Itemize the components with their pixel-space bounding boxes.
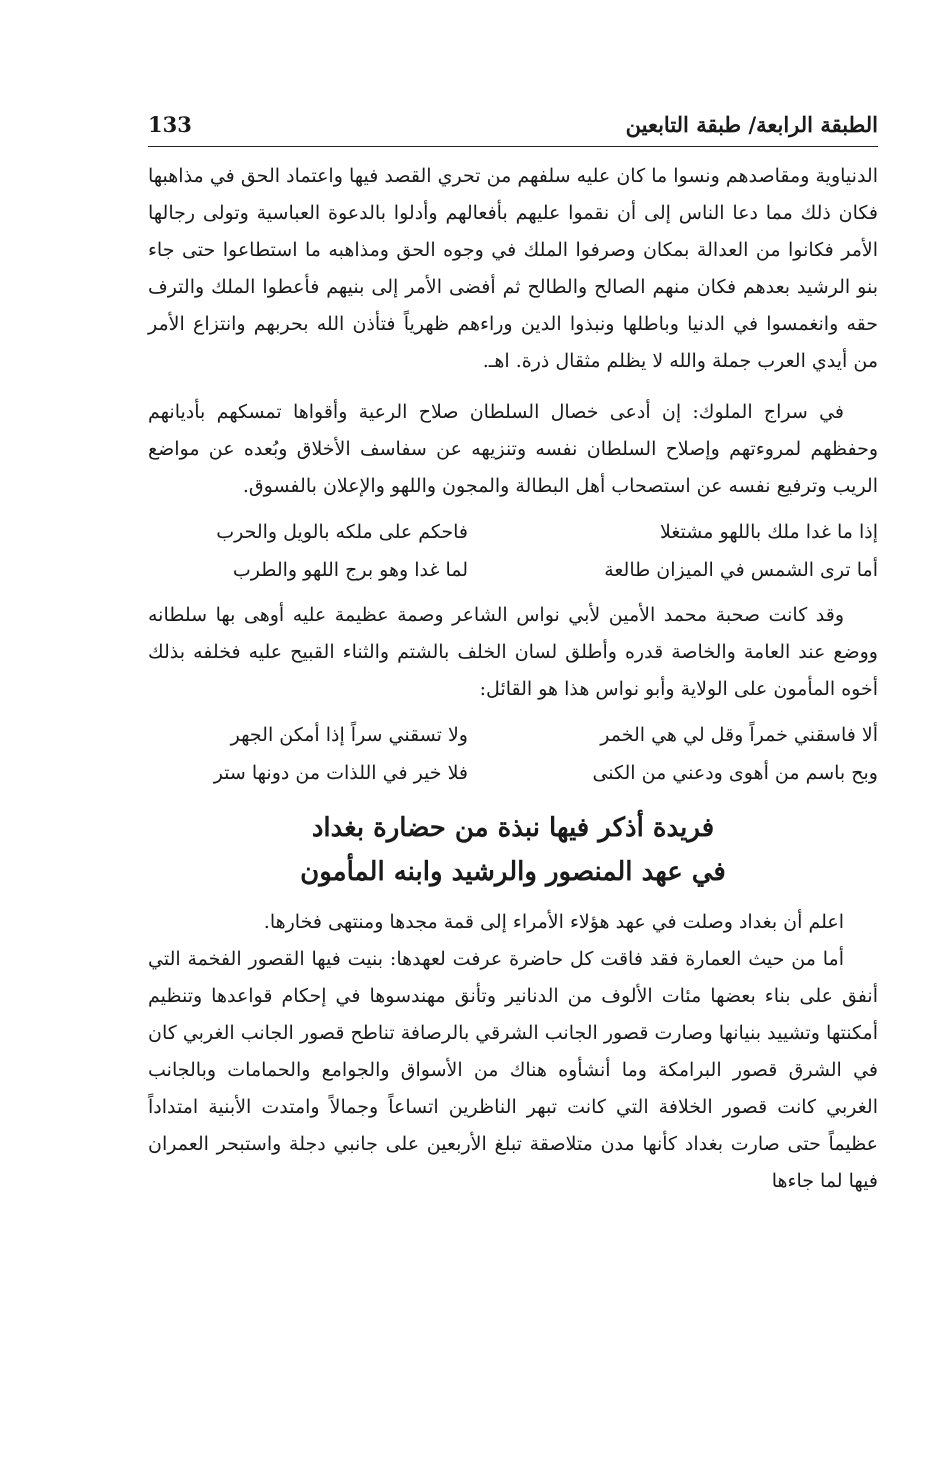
poem-1-verse-1-second-hemistich: فاحكم على ملكه بالويل والحرب (216, 521, 468, 543)
poem-2-verse-1 (148, 716, 878, 754)
poem-1 (148, 513, 878, 589)
page-number: 133 (148, 112, 192, 137)
poem-2-verse-1-first-hemistich: ألا فاسقني خمراً وقل لي هي الخمر (600, 724, 878, 746)
section-heading (148, 806, 878, 894)
poem-2-verse-1-second-hemistich: ولا تسقني سراً إذا أمكن الجهر (230, 724, 468, 746)
poem-1-verse-2-first-hemistich: أما ترى الشمس في الميزان طالعة (604, 559, 878, 581)
paragraph-3: وقد كانت صحبة محمد الأمين لأبي نواس الشاعر وصمة عظيمة عليه أوهى بها سلطانه ووضع عند العامة والخاصة قدره وأطلق لسان الخلف بالشتم والثناء القبيح عليه فخلفه بذلك أخوه المأمون على الولاية وأبو نواس هذا هو القائل: (148, 604, 878, 700)
poem-2 (148, 716, 878, 792)
paragraph-4: اعلم أن بغداد وصلت في عهد هؤلاء الأمراء إلى قمة مجدها ومنتهى فخارها. (263, 911, 844, 933)
body-text (148, 158, 878, 1200)
poem-2-verse-2-second-hemistich: فلا خير في اللذات من دونها ستر (213, 762, 468, 784)
paragraph-2: في سراج الملوك: إن أدعى خصال السلطان صلاح الرعية وأقواها تمسكهم بأديانهم وحفظهم لمروءتهم وإصلاح السلطان نفسه وتنزيهه عن سفاسف الأخلاق وبُعده عن مواضع الريب وترفيع نفسه عن استصحاب أهل البطالة والمجون واللهو والإعلان بالفسوق. (148, 401, 878, 497)
section-heading-line-1: فريدة أذكر فيها نبذة من حضارة بغداد (311, 813, 715, 843)
poem-2-verse-2-first-hemistich: وبح باسم من أهوى ودعني من الكنى (592, 762, 878, 784)
poem-1-verse-1 (148, 513, 878, 551)
paragraph-5: أما من حيث العمارة فقد فاقت كل حاضرة عرفت لعهدها: بنيت فيها القصور الفخمة التي أنفق على بناء بعضها مئات الألوف من الدنانير وتأنق مهندسوها في إحكام قواعدها وتنظيم أمكنتها وتشييد بنيانها وصارت قصور الجانب الشرقي بالرصافة تناطح قصور الجانب الغربي كان في الشرق قصور البرامكة وما أنشأوه هناك من الأسواق والجوامع والحمامات وبالجانب الغربي كانت قصور الخلافة التي كانت تبهر الناظرين اتساعاً وجمالاً وامتدت الأبنية امتداداً عظيماً حتى صارت بغداد كأنها مدن متلاصقة تبلغ الأربعين على جانبي دجلة واستبحر العمران فيها لما جاءها (148, 948, 878, 1192)
paragraph-1: الدنياوية ومقاصدهم ونسوا ما كان عليه سلفهم من تحري القصد فيها واعتماد الحق في مذاهبها فكان ذلك مما دعا الناس إلى أن نقموا عليهم بأفعالهم وأدلوا بالدعوة العباسية وتولى رجالها الأمر فكانوا من العدالة بمكان وصرفوا الملك في وجوه الحق ومذاهبه ما استطاعوا حتى جاء بنو الرشيد بعدهم فكان منهم الصالح والطالح ثم أفضى الأمر إلى بنيهم فأعطوا الملك والترف حقه وانغمسوا في الدنيا وباطلها ونبذوا الدين وراءهم ظهرياً فتأذن الله بحربهم وانتزاع الأمر من أيدي العرب جملة والله لا يظلم مثقال ذرة. اهـ. (148, 165, 879, 372)
poem-2-verse-2 (148, 754, 878, 792)
poem-1-verse-2-second-hemistich: لما غدا وهو برج اللهو والطرب (232, 559, 468, 581)
header-rule (148, 146, 878, 147)
poem-1-verse-1-first-hemistich: إذا ما غدا ملك باللهو مشتغلا (660, 521, 878, 543)
running-head (148, 112, 878, 146)
section-heading-line-2: في عهد المنصور والرشيد وابنه المأمون (300, 857, 726, 887)
running-head-title: الطبقة الرابعة/ طبقة التابعين (625, 112, 878, 137)
poem-1-verse-2 (148, 551, 878, 589)
